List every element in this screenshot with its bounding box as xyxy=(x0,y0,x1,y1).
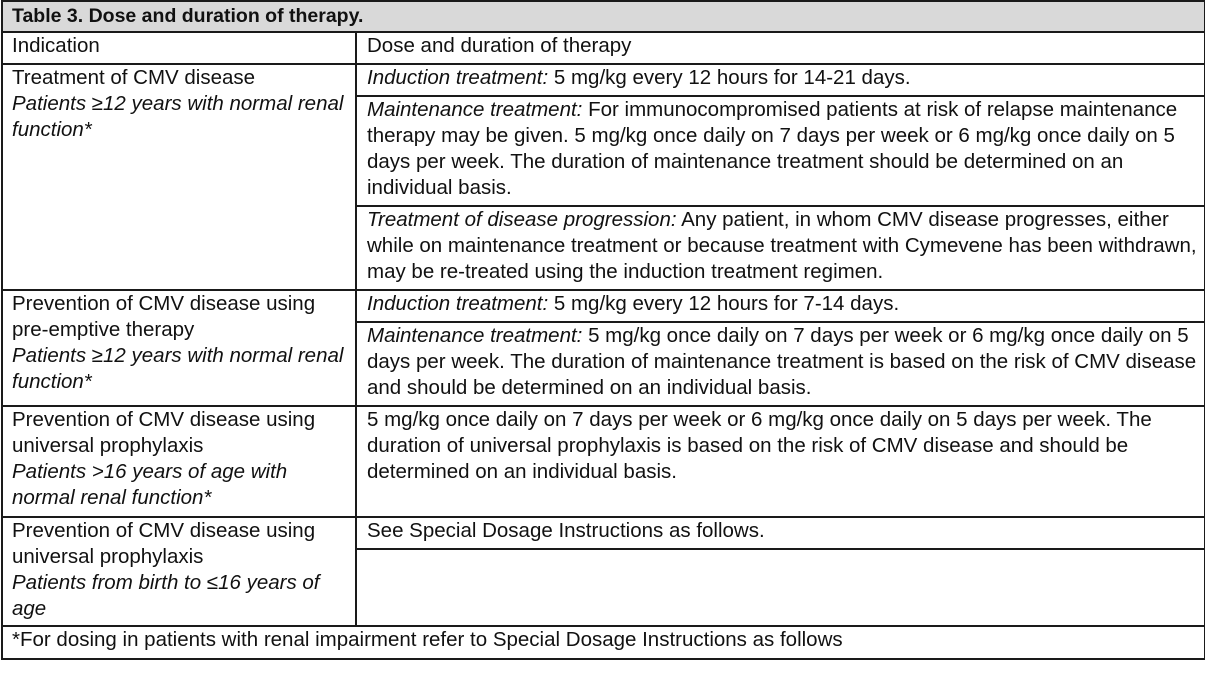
dose-text: 5 mg/kg once daily on 7 days per week or 6 mg/kg once daily on 5 days per week. The duration of maintenance treatment is based on the risk of CMV disease and should be determined on an individual basis. xyxy=(367,324,1197,399)
table-row xyxy=(2,517,1205,549)
dose-label: Treatment of disease progression: xyxy=(367,208,677,231)
header-indication: Indication xyxy=(2,32,356,64)
dose-label: Maintenance treatment: xyxy=(367,324,583,347)
dose-text: For immunocompromised patients at risk of relapse maintenance therapy may be given. 5 mg/kg once daily on 7 days per week or 6 mg/kg once daily on 5 days per week. The duration of maintenance treatment should be determined on an individual basis. xyxy=(367,98,1178,199)
indication-cell xyxy=(2,517,356,626)
dose-text: See Special Dosage Instructions as follows. xyxy=(367,519,765,542)
indication-main: Prevention of CMV disease using universal prophylaxis xyxy=(12,519,316,568)
table-title: Table 3. Dose and duration of therapy. xyxy=(2,1,1205,32)
dose-text: 5 mg/kg every 12 hours for 14-21 days. xyxy=(548,66,911,89)
dose-cell xyxy=(356,517,1205,549)
dose-cell xyxy=(356,406,1205,517)
indication-sub: Patients ≥12 years with normal renal function* xyxy=(12,92,344,141)
dose-label: Induction treatment: xyxy=(367,292,549,315)
indication-sub: Patients >16 years of age with normal renal function* xyxy=(12,460,288,509)
header-dose: Dose and duration of therapy xyxy=(356,32,1205,64)
indication-cell xyxy=(2,406,356,517)
table-row xyxy=(2,64,1205,96)
dose-cell xyxy=(356,64,1205,96)
dose-text: 5 mg/kg once daily on 7 days per week or 6 mg/kg once daily on 5 days per week. The duration of universal prophylaxis is based on the risk of CMV disease and should be determined on an individual basis. xyxy=(367,408,1152,483)
dose-cell-empty xyxy=(356,549,1205,626)
header-row xyxy=(2,32,1205,64)
indication-cell xyxy=(2,64,356,290)
dose-text: Any patient, in whom CMV disease progresses, either while on maintenance treatment or because treatment with Cymevene has been withdrawn, may be re-treated using the induction treatment regimen. xyxy=(367,208,1197,283)
dose-table xyxy=(1,0,1205,660)
indication-main: Prevention of CMV disease using universal prophylaxis xyxy=(12,408,316,457)
dose-cell xyxy=(356,322,1205,406)
footnote-row xyxy=(2,626,1205,659)
table-row xyxy=(2,290,1205,322)
dose-label: Maintenance treatment: xyxy=(367,98,583,121)
footnote: *For dosing in patients with renal impairment refer to Special Dosage Instructions as follows xyxy=(2,626,1205,659)
indication-main: Treatment of CMV disease xyxy=(12,66,256,89)
indication-cell xyxy=(2,290,356,406)
indication-main: Prevention of CMV disease using pre-emptive therapy xyxy=(12,292,316,341)
dose-cell xyxy=(356,96,1205,206)
dose-text: 5 mg/kg every 12 hours for 7-14 days. xyxy=(548,292,900,315)
table-row xyxy=(2,406,1205,517)
indication-sub: Patients from birth to ≤16 years of age xyxy=(12,571,320,620)
indication-sub: Patients ≥12 years with normal renal function* xyxy=(12,344,344,393)
dose-cell xyxy=(356,206,1205,290)
dose-label: Induction treatment: xyxy=(367,66,549,89)
dose-cell xyxy=(356,290,1205,322)
